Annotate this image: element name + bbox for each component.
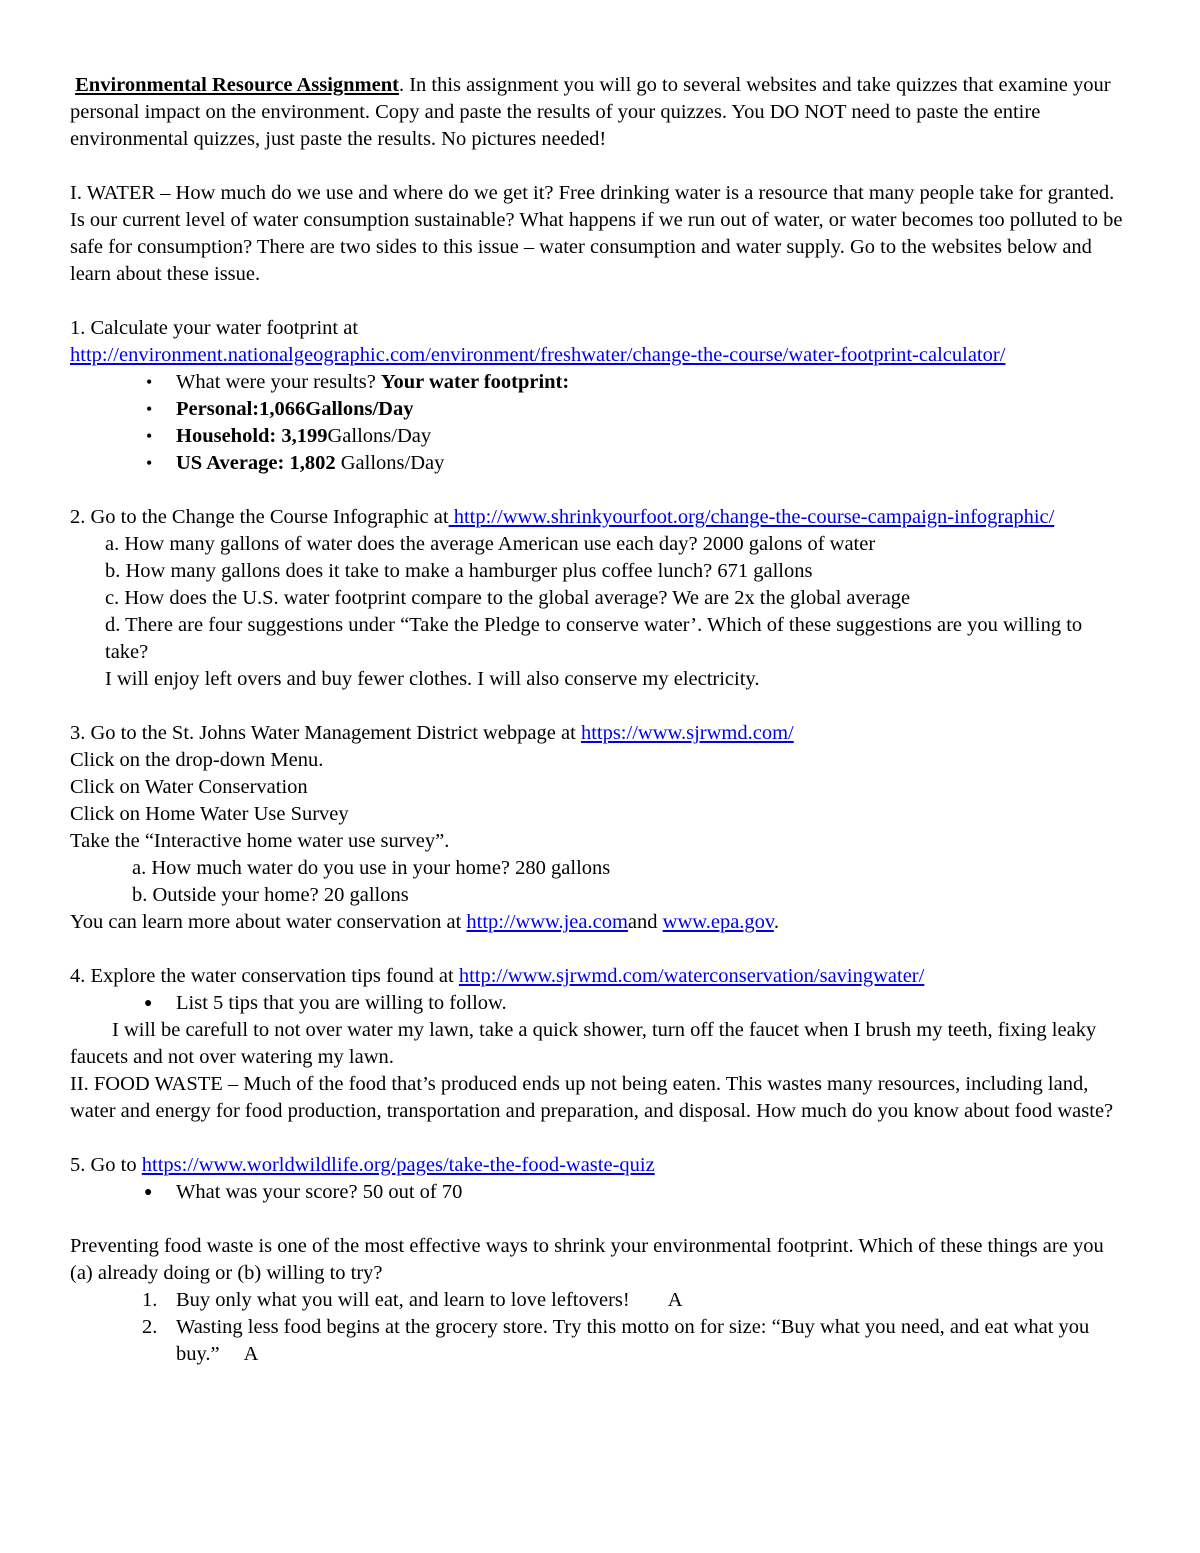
q4-answer: I will be carefull to not over water my lawn, take a quick shower, turn off the faucet when I brush my teeth, fixing leaky faucets and not over watering my lawn. <box>70 1019 1097 1068</box>
q5-prompt: 5. Go to https://www.worldwildlife.org/pages/take-the-food-waste-quiz <box>70 1154 655 1176</box>
q3-more: You can learn more about water conservation at http://www.jea.comand www.epa.gov. <box>70 911 779 933</box>
food-waste-quiz-link[interactable]: https://www.worldwildlife.org/pages/take-the-food-waste-quiz <box>141 1154 655 1176</box>
saving-water-link[interactable]: http://www.sjrwmd.com/waterconservation/savingwater/ <box>458 965 925 987</box>
q2-c: c. How does the U.S. water footprint compare to the global average? We are 2x the global average <box>105 587 911 609</box>
prevent-list <box>70 1287 1130 1368</box>
intro-paragraph <box>70 72 1130 153</box>
assignment-title: Environmental Resource Assignment <box>75 74 399 96</box>
list-item: • Personal:1,066Gallons/Day <box>70 396 1130 423</box>
answer-letter: A <box>243 1343 259 1365</box>
q2-answer: I will enjoy left overs and buy fewer clothes. I will also conserve my electricity. <box>105 668 760 690</box>
q2-b: b. How many gallons does it take to make a hamburger plus coffee lunch? 671 gallons <box>105 560 813 582</box>
food-section-intro: II. FOOD WASTE – Much of the food that’s produced ends up not being eaten. This wastes many resources, including land, water and energy for food production, transportation and preparation, and disposal. How much do you know about food waste? <box>70 1073 1114 1122</box>
list-item: 1. Buy only what you will eat, and learn to love leftovers! A <box>142 1289 683 1311</box>
prevent-paragraph: Preventing food waste is one of the most effective ways to shrink your environmental footprint. Which of these things are you (a) already doing or (b) willing to try? <box>70 1235 1104 1284</box>
q3-step: Click on Home Water Use Survey <box>70 803 349 825</box>
epa-link[interactable]: www.epa.gov <box>662 911 774 933</box>
list-item: ● List 5 tips that you are willing to follow. <box>70 990 1130 1017</box>
q3-step: Click on the drop-down Menu. <box>70 749 324 771</box>
intro-text: . In this assignment you will go to several websites and take quizzes that examine your personal impact on the environment. Copy and paste the results of your quizzes. You DO NOT need to paste the entire environmental quizzes, just paste the results. No pictures needed! <box>70 74 1111 150</box>
document-page <box>70 72 1130 1368</box>
water-section-intro: I. WATER – How much do we use and where do we get it? Free drinking water is a resource that many people take for granted. Is our current level of water consumption sustainable? What happens if we run out of water, or water becomes too polluted to be safe for consumption? There are two sides to this issue – water consumption and water supply. Go to the websites below and learn about these issue. <box>70 182 1123 285</box>
list-item: • US Average: 1,802 Gallons/Day <box>70 450 1130 477</box>
q3-b: b. Outside your home? 20 gallons <box>132 884 409 906</box>
q4-prompt: 4. Explore the water conservation tips found at http://www.sjrwmd.com/waterconservation/savingwater/ <box>70 965 925 987</box>
q2-d: d. There are four suggestions under “Take the Pledge to conserve water’. Which of these suggestions are you willing to take? <box>105 614 1083 663</box>
jea-link[interactable]: http://www.jea.com <box>466 911 628 933</box>
list-item: 2. Wasting less food begins at the grocery store. Try this motto on for size: “Buy what you need, and eat what you buy.” A <box>142 1316 1090 1365</box>
q2-prompt: 2. Go to the Change the Course Infographic at http://www.shrinkyourfoot.org/change-the-course-campaign-infographic/ <box>70 506 1055 528</box>
list-item: • What were your results? Your water footprint: <box>70 369 1130 396</box>
q1-prompt: 1. Calculate your water footprint at <box>70 317 359 339</box>
q3-a: a. How much water do you use in your home? 280 gallons <box>132 857 611 879</box>
list-item: • Household: 3,199Gallons/Day <box>70 423 1130 450</box>
q3-step: Click on Water Conservation <box>70 776 308 798</box>
water-footprint-link[interactable]: http://environment.nationalgeographic.com/environment/freshwater/change-the-course/water-footprint-calculator/ <box>70 344 1006 366</box>
q4-list <box>70 990 1130 1017</box>
q3-step: Take the “Interactive home water use survey”. <box>70 830 450 852</box>
answer-letter: A <box>667 1289 683 1311</box>
sjrwmd-link[interactable]: https://www.sjrwmd.com/ <box>580 722 794 744</box>
q2-a: a. How many gallons of water does the average American use each day? 2000 galons of water <box>105 533 876 555</box>
list-item: ● What was your score? 50 out of 70 <box>70 1179 1130 1206</box>
infographic-link[interactable]: http://www.shrinkyourfoot.org/change-the-course-campaign-infographic/ <box>448 506 1055 528</box>
q1-results-list <box>70 369 1130 477</box>
q3-prompt: 3. Go to the St. Johns Water Management District webpage at https://www.sjrwmd.com/ <box>70 722 794 744</box>
q5-list <box>70 1179 1130 1206</box>
